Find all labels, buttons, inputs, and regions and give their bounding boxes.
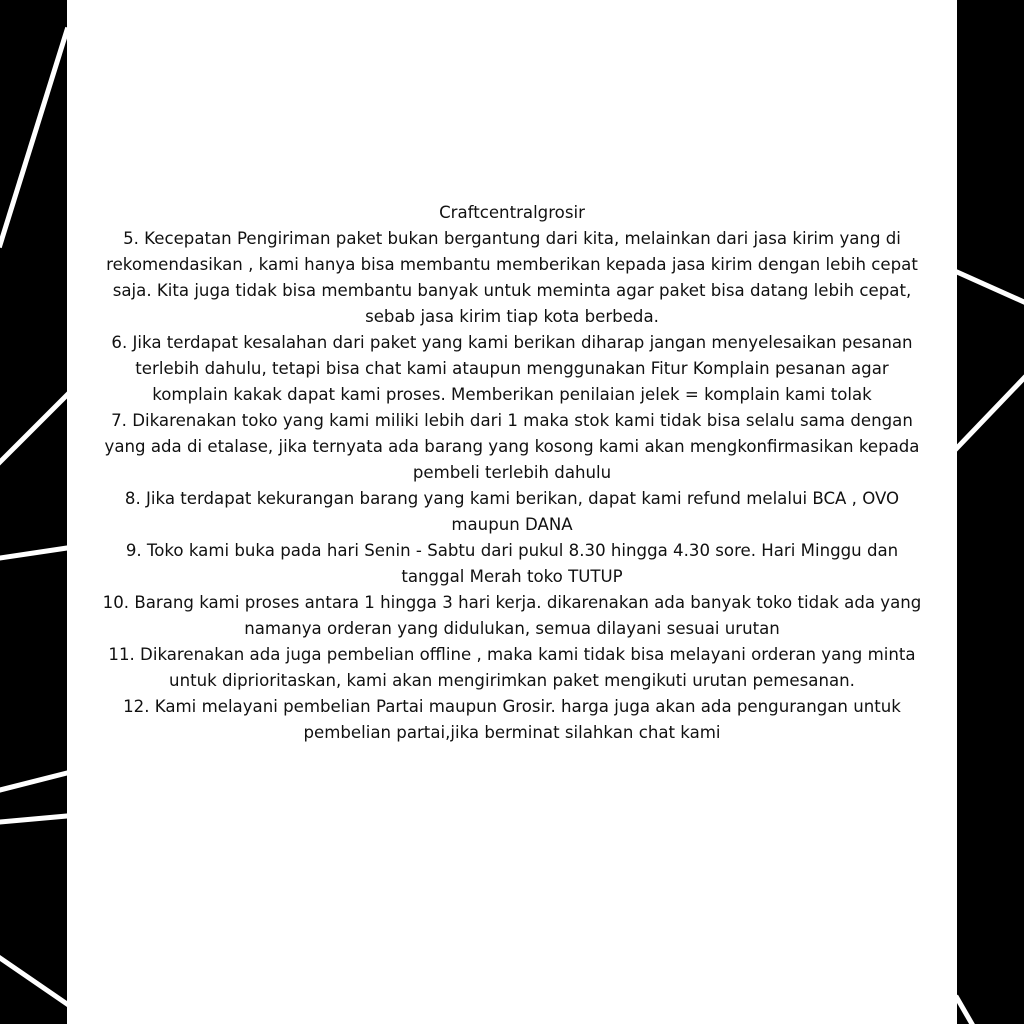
policy-line: 6. Jika terdapat kesalahan dari paket yang kami berikan diharap jangan menyelesaikan pesanan — [111, 333, 913, 352]
policy-line: tanggal Merah toko TUTUP — [401, 567, 623, 586]
left-horizontal-line-upper — [0, 548, 67, 558]
policy-line: 8. Jika terdapat kekurangan barang yang kami berikan, dapat kami refund melalui BCA , OVO — [124, 489, 900, 508]
policy-line: namanya orderan yang didulukan, semua dilayani sesuai urutan — [244, 619, 780, 638]
document-sheet — [67, 0, 957, 1024]
left-diagonal-line-top — [0, 30, 67, 245]
policy-line: 12. Kami melayani pembelian Partai maupun Grosir. harga juga akan ada pengurangan untuk — [123, 697, 901, 716]
left-diagonal-line-bottom — [0, 958, 67, 1004]
policy-line: 10. Barang kami proses antara 1 hingga 3 hari kerja. dikarenakan ada banyak toko tidak ada yang — [102, 593, 922, 612]
policy-line: pembelian partai,jika berminat silahkan chat kami — [303, 723, 721, 742]
policy-line: saja. Kita juga tidak bisa membantu banyak untuk meminta agar paket bisa datang lebih cepat, — [112, 281, 912, 300]
right-diagonal-line-middle — [957, 378, 1024, 448]
policy-line: untuk diprioritaskan, kami akan mengirimkan paket mengikuti urutan pemesanan. — [169, 671, 855, 690]
right-diagonal-line-upper — [957, 272, 1024, 302]
policy-line: rekomendasikan , kami hanya bisa membantu memberikan kepada jasa kirim dengan lebih cepat — [106, 255, 918, 274]
policy-text — [85, 200, 939, 746]
document-heading: Craftcentralgrosir — [439, 203, 585, 222]
policy-line: komplain kakak dapat kami proses. Memberikan penilaian jelek = komplain kami tolak — [152, 385, 872, 404]
left-horizontal-line-bottom — [0, 816, 67, 822]
left-diagonal-line-middle — [0, 395, 67, 462]
policy-line: pembeli terlebih dahulu — [412, 463, 612, 482]
policy-line: 11. Dikarenakan ada juga pembelian offline , maka kami tidak bisa melayani orderan yang minta — [108, 645, 916, 664]
policy-line: terlebih dahulu, tetapi bisa chat kami ataupun menggunakan Fitur Komplain pesanan agar — [135, 359, 889, 378]
policy-line: sebab jasa kirim tiap kota berbeda. — [365, 307, 659, 326]
policy-line: 7. Dikarenakan toko yang kami miliki lebih dari 1 maka stok kami tidak bisa selalu sama dengan — [111, 411, 913, 430]
right-diagonal-line-bottom — [957, 998, 972, 1024]
left-horizontal-line-lower — [0, 773, 67, 790]
policy-line: maupun DANA — [451, 515, 573, 534]
policy-line: 5. Kecepatan Pengiriman paket bukan bergantung dari kita, melainkan dari jasa kirim yang di — [123, 229, 901, 248]
policy-line: 9. Toko kami buka pada hari Senin - Sabtu dari pukul 8.30 hingga 4.30 sore. Hari Minggu dan — [125, 541, 899, 560]
policy-line: yang ada di etalase, jika ternyata ada barang yang kosong kami akan mengkonfirmasikan kepada — [104, 437, 920, 456]
